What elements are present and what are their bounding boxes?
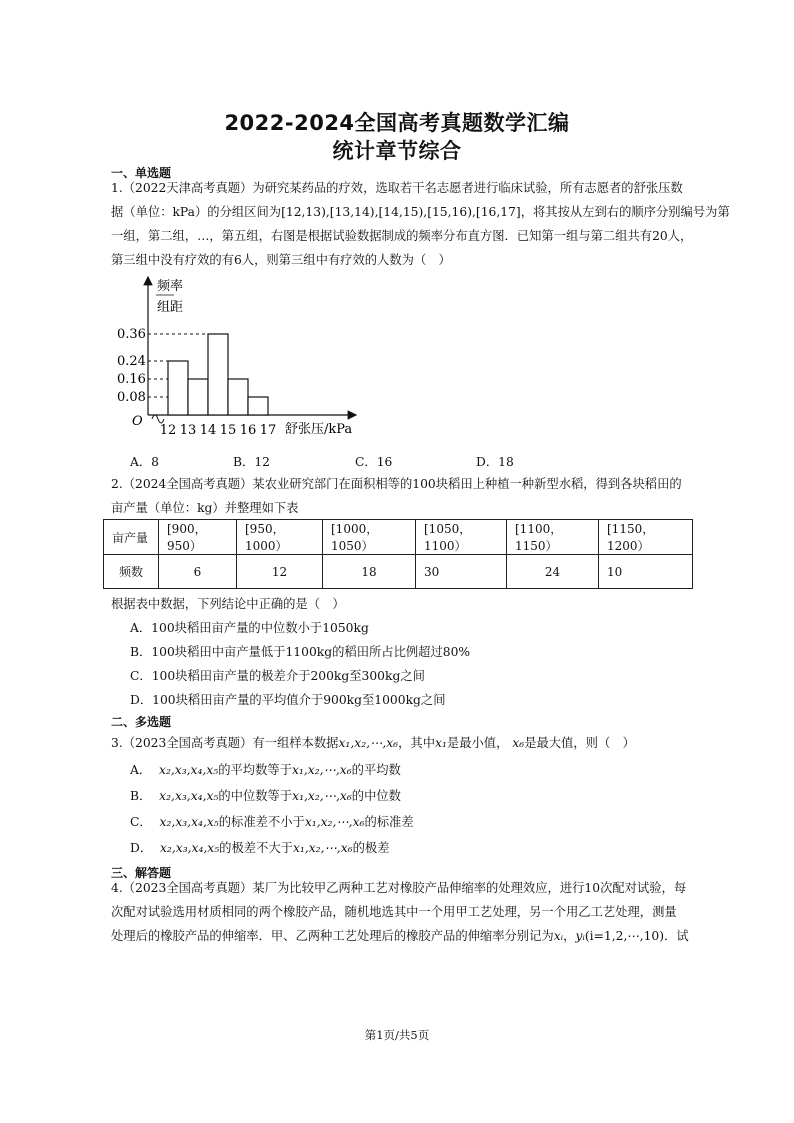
question-2-text	[111, 472, 682, 520]
subset-expr: x₂,x₃,x₄,x₅	[159, 763, 219, 777]
option-text: 的平均数等于	[218, 763, 292, 777]
x-tick-label: 14	[199, 423, 217, 438]
table-header-cell: [900，950）	[159, 520, 237, 555]
fullset-expr: x₁,x₂,⋯,x₆	[292, 763, 352, 777]
axis-break-mark	[152, 415, 164, 423]
q1-options	[0, 452, 794, 468]
option-text: 的中位数	[351, 789, 401, 803]
section-multi-choice: 二、多选题	[111, 715, 172, 729]
x-tick-label: 17	[259, 423, 277, 438]
histogram-bar	[248, 397, 268, 415]
q1-line: 1.（2022天津高考真题）为研究某药品的疗效，选取若干名志愿者进行临床试验，所有志愿者的舒张压数	[111, 181, 683, 195]
subset-expr: x₂,x₃,x₄,x₅	[159, 815, 219, 829]
subset-expr: x₂,x₃,x₄,x₅	[159, 789, 219, 803]
histogram-chart	[110, 272, 370, 444]
x-tick-label: 16	[239, 423, 257, 438]
q1-line: 第三组中没有疗效的有6人，则第三组中有疗效的人数为（ ）	[111, 253, 451, 267]
x-tick-label: 13	[179, 423, 197, 438]
table-header-cell: [1000，1050）	[323, 520, 416, 555]
q4-line: 4.（2023全国高考真题）某厂为比较甲乙两种工艺对橡胶产品伸缩率的处理效应，进行10次配对试验，每	[111, 881, 687, 895]
table-cell: 18	[323, 555, 416, 589]
y-label-bottom: 组距	[157, 300, 184, 315]
option-text: 的平均数	[351, 763, 401, 777]
option-text: 的极差	[352, 841, 390, 855]
q4-text: ，	[563, 929, 576, 943]
q3-text: 3.（2023全国高考真题）有一组样本数据	[111, 736, 339, 750]
q1-option-b[interactable]: B．12	[233, 455, 270, 469]
q2-line: 亩产量（单位：kg）并整理如下表	[111, 501, 299, 515]
q4-line	[111, 924, 689, 948]
q4-line: 次配对试验选用材质相同的两个橡胶产品，随机地选其中一个用甲工艺处理，另一个用乙工艺处理，测量	[111, 905, 677, 919]
table-cell: 30	[416, 555, 507, 589]
histogram-bar	[168, 361, 188, 415]
q3-data-expr: x₁,x₂,⋯,x₆	[338, 736, 399, 750]
option-text: 的标准差	[364, 815, 414, 829]
x-tick-label: 12	[159, 423, 177, 438]
y-tick-label: 0.36	[117, 327, 146, 342]
q3-x6: x₆	[512, 736, 525, 750]
table-header-cell: [950，1000）	[237, 520, 323, 555]
fullset-expr: x₁,x₂,⋯,x₆	[292, 841, 353, 855]
x-axis-label: 舒张压/kPa	[285, 422, 353, 437]
table-header-cell: [1150，1200）	[599, 520, 693, 555]
page-footer: 第1页/共5页	[364, 1028, 430, 1042]
table-cell: 12	[237, 555, 323, 589]
y-tick-label: 0.24	[117, 354, 146, 369]
section-answer: 三、解答题	[111, 866, 172, 880]
q3-text: 是最大值，则（ ）	[524, 736, 635, 750]
option-text: 的标准差不小于	[218, 815, 305, 829]
table-row	[104, 520, 693, 555]
fullset-expr: x₁,x₂,⋯,x₆	[304, 815, 365, 829]
q4-xi: xᵢ	[553, 929, 564, 943]
y-tick-label: 0.16	[117, 372, 146, 387]
q3-option-b[interactable]	[130, 786, 401, 804]
q4-range: (i=1,2,⋯,10)	[584, 929, 665, 943]
section-single-choice: 一、单选题	[111, 166, 172, 180]
page-title: 2022-2024全国高考真题数学汇编	[224, 111, 570, 135]
q1-line: 据（单位：kPa）的分组区间为[12,13),[13,14),[14,15),[15,16),[16,17]，将其按从左到右的顺序分别编号为第	[111, 205, 730, 219]
y-label-top: 频率	[157, 279, 184, 294]
histogram-bar	[228, 379, 248, 415]
histogram-bar	[208, 334, 228, 415]
option-label: B．	[130, 789, 152, 803]
q2-option-d[interactable]: D．100块稻田亩产量的平均值介于900kg至1000kg之间	[130, 693, 446, 707]
q2-prompt: 根据表中数据，下列结论中正确的是（ ）	[111, 597, 345, 611]
q3-option-a[interactable]	[130, 760, 401, 778]
q1-option-d[interactable]: D．18	[476, 455, 514, 469]
q1-line: 一组，第二组，…，第五组，右图是根据试验数据制成的频率分布直方图．已知第一组与第二组共有20人，	[111, 229, 693, 243]
q4-yi: yᵢ	[575, 929, 585, 943]
y-tick-label: 0.08	[117, 390, 146, 405]
table-row	[104, 555, 693, 589]
yield-table	[103, 519, 693, 589]
table-cell: 10	[599, 555, 693, 589]
table-header-cell: [1100，1150）	[507, 520, 599, 555]
origin-label: O	[132, 414, 143, 429]
option-label: A．	[130, 763, 152, 777]
question-1-text	[111, 176, 730, 272]
page-subtitle: 统计章节综合	[332, 139, 462, 163]
q2-option-b[interactable]: B．100块稻田中亩产量低于1100kg的稻田所占比例超过80%	[130, 645, 471, 659]
option-text: 的极差不大于	[219, 841, 293, 855]
q3-text: ，其中	[398, 736, 436, 750]
q3-option-c[interactable]	[130, 812, 414, 830]
option-label: C．	[130, 815, 152, 829]
q3-x1: x₁	[435, 736, 447, 750]
x-tick-label: 15	[219, 423, 237, 438]
q2-option-a[interactable]: A．100块稻田亩产量的中位数小于1050kg	[130, 621, 369, 635]
option-text: 的中位数等于	[218, 789, 293, 803]
table-header-cell: 亩产量	[104, 520, 159, 555]
q2-option-c[interactable]: C．100块稻田亩产量的极差介于200kg至300kg之间	[130, 669, 425, 683]
q4-text: ．试	[664, 929, 689, 943]
q3-option-d[interactable]	[130, 838, 390, 856]
q1-option-a[interactable]: A．8	[130, 455, 160, 469]
q3-text: 是最小值，	[446, 736, 509, 750]
question-3-text	[111, 733, 635, 751]
subset-expr: x₂,x₃,x₄,x₅	[159, 841, 220, 855]
fullset-expr: x₁,x₂,⋯,x₆	[292, 789, 352, 803]
table-cell: 24	[507, 555, 599, 589]
table-header-cell: [1050，1100）	[416, 520, 507, 555]
option-label: D．	[130, 841, 153, 855]
table-cell: 6	[159, 555, 237, 589]
q2-line: 2.（2024全国高考真题）某农业研究部门在面积相等的100块稻田上种植一种新型水稻，得到各块稻田的	[111, 477, 682, 491]
q4-text: 处理后的橡胶产品的伸缩率．甲、乙两种工艺处理后的橡胶产品的伸缩率分别记为	[111, 929, 554, 943]
question-4-text	[111, 876, 689, 948]
q1-option-c[interactable]: C．16	[355, 455, 393, 469]
histogram-bar	[188, 379, 208, 415]
table-cell: 频数	[104, 555, 159, 589]
